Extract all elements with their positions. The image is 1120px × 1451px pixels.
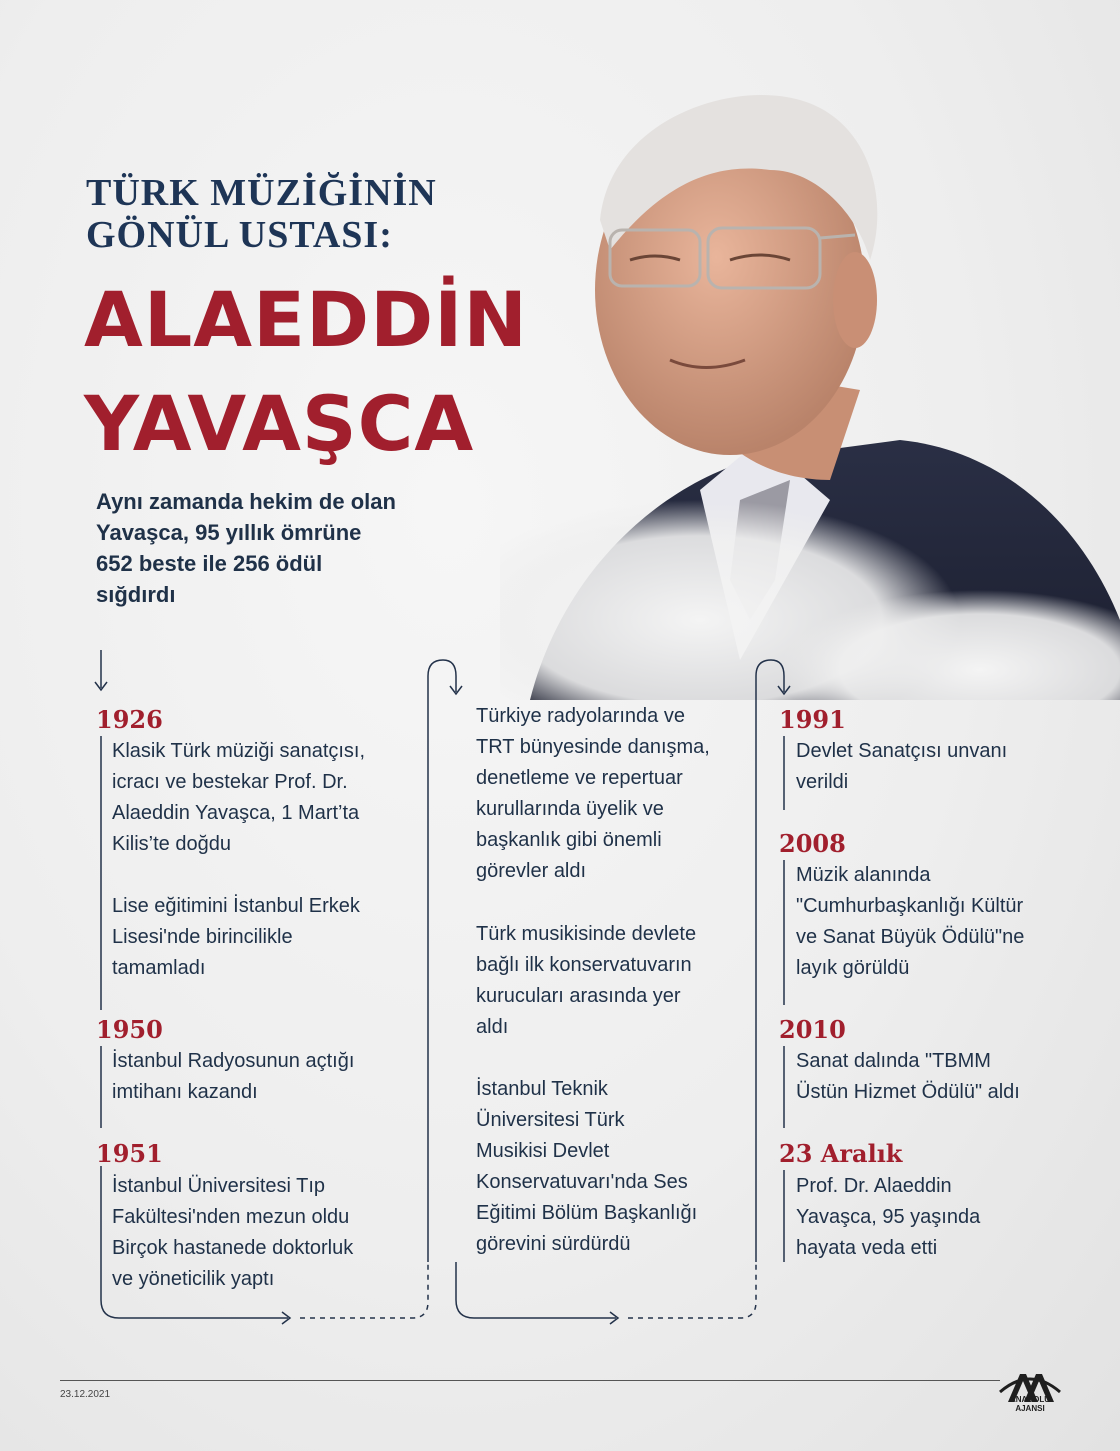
event-line: görevini sürdürdü	[476, 1233, 631, 1255]
event-line: Sanat dalında "TBMM	[796, 1050, 991, 1072]
event-1991	[796, 736, 1066, 798]
event-line: Türk musikisinde devlete	[476, 923, 697, 945]
event-line: verildi	[796, 771, 849, 793]
event-line: Birçok hastanede doktorluk	[112, 1237, 354, 1259]
year-1991: 1991	[779, 705, 846, 734]
event-1926	[112, 736, 412, 860]
event-line: bağlı ilk konservatuvarın	[476, 954, 692, 976]
event-line: ve yöneticilik yaptı	[112, 1268, 275, 1290]
kicker-line-2: GÖNÜL USTASI:	[86, 214, 393, 256]
event-conservatory-founder	[476, 919, 746, 1043]
event-1951	[112, 1171, 412, 1295]
event-line: "Cumhurbaşkanlığı Kültür	[796, 895, 1024, 917]
name-line-1: ALAEDDİN	[84, 275, 529, 364]
lead-line: 652 beste ile 256 ödül	[96, 551, 323, 576]
year-1926: 1926	[96, 705, 163, 734]
event-line: layık görüldü	[796, 957, 910, 979]
event-23-aralik	[796, 1171, 1066, 1264]
year-23-aralik: 23 Aralık	[779, 1139, 903, 1168]
event-2010	[796, 1046, 1066, 1108]
event-line: Eğitimi Bölüm Başkanlığı	[476, 1202, 698, 1224]
event-line: Konservatuvarı'nda Ses	[476, 1171, 688, 1193]
event-line: Lisesi'nde birincilikle	[112, 926, 293, 948]
year-1951: 1951	[96, 1139, 163, 1168]
event-line: Lise eğitimini İstanbul Erkek	[112, 895, 360, 917]
event-line: Alaeddin Yavaşca, 1 Mart’ta	[112, 802, 360, 824]
event-line: aldı	[476, 1016, 509, 1038]
event-line: Üniversitesi Türk	[476, 1109, 625, 1131]
event-line: ve Sanat Büyük Ödülü"ne	[796, 926, 1025, 948]
event-1950	[112, 1046, 412, 1108]
event-line: Yavaşca, 95 yaşında	[796, 1206, 981, 1228]
event-line: kurucuları arasında yer	[476, 985, 681, 1007]
event-line: icracı ve bestekar Prof. Dr.	[112, 771, 348, 793]
year-2008: 2008	[779, 829, 846, 858]
event-line: Prof. Dr. Alaeddin	[796, 1175, 952, 1197]
lead-line: sığdırdı	[96, 582, 176, 607]
event-line: hayata veda etti	[796, 1237, 938, 1259]
event-line: imtihanı kazandı	[112, 1081, 258, 1103]
event-line: İstanbul Üniversitesi Tıp	[112, 1175, 326, 1197]
event-line: Türkiye radyolarında ve	[476, 705, 685, 727]
kicker-line-1: TÜRK MÜZİĞİNİN	[86, 172, 437, 214]
event-line: Musikisi Devlet	[476, 1140, 610, 1162]
event-line: Klasik Türk müziği sanatçısı,	[112, 740, 366, 762]
event-line: kurullarında üyelik ve	[476, 798, 664, 820]
event-line: Üstün Hizmet Ödülü" aldı	[796, 1081, 1020, 1103]
event-line: başkanlık gibi önemli	[476, 829, 662, 851]
publish-date: 23.12.2021	[60, 1389, 111, 1400]
footer-divider	[60, 1380, 1000, 1381]
logo-label: ANADOLU AJANSI	[1010, 1395, 1050, 1413]
lead-line: Aynı zamanda hekim de olan	[96, 489, 396, 514]
event-lise	[112, 891, 412, 984]
event-line: Müzik alanında	[796, 864, 931, 886]
event-line: Fakültesi'nden mezun oldu	[112, 1206, 350, 1228]
name-line-2: YAVAŞCA	[84, 379, 475, 468]
event-line: görevler aldı	[476, 860, 587, 882]
event-line: İstanbul Teknik	[476, 1078, 608, 1100]
event-2008	[796, 860, 1066, 984]
event-line: Devlet Sanatçısı unvanı	[796, 740, 1008, 762]
year-1950: 1950	[96, 1015, 163, 1044]
event-line: TRT bünyesinde danışma,	[476, 736, 710, 758]
event-line: denetleme ve repertuar	[476, 767, 683, 789]
event-trt	[476, 701, 746, 887]
event-itu	[476, 1074, 746, 1260]
event-line: Kilis’te doğdu	[112, 833, 231, 855]
event-line: İstanbul Radyosunun açtığı	[112, 1050, 355, 1072]
year-2010: 2010	[779, 1015, 846, 1044]
lead-line: Yavaşca, 95 yıllık ömrüne	[96, 520, 362, 545]
event-line: tamamladı	[112, 957, 206, 979]
